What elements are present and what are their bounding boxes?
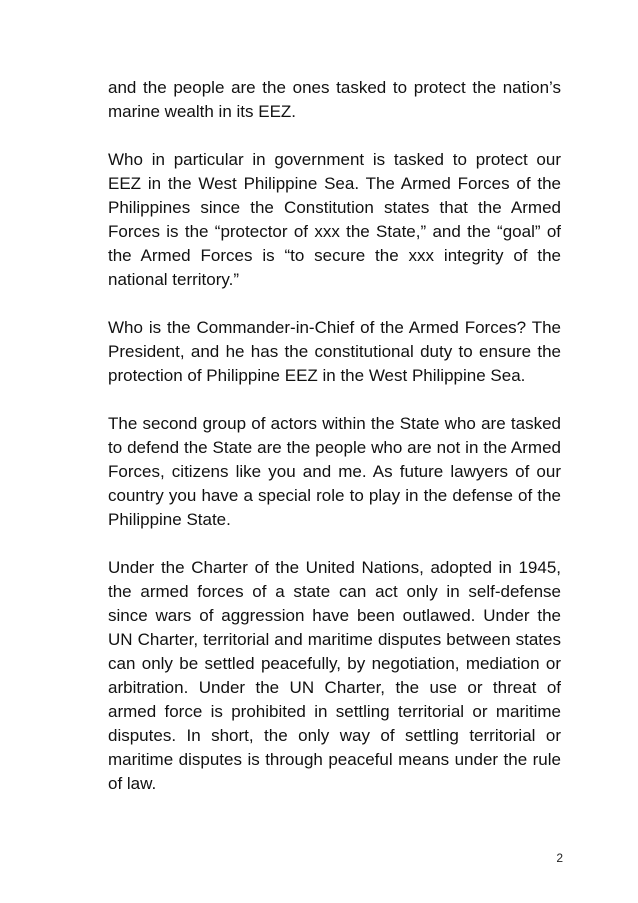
paragraph-1: and the people are the ones tasked to protect the nation’s marine wealth in its EEZ.	[108, 78, 561, 121]
paragraph-4: The second group of actors within the State who are tasked to defend the State are the people who are not in the Armed Forces, citizens like you and me. As future lawyers of our country you have a special role to play in the defense of the Philippine State.	[108, 414, 561, 529]
paragraph-2: Who in particular in government is tasked to protect our EEZ in the West Philippine Sea. The Armed Forces of the Philippines since the Constitution states that the Armed Forces is the “protector of xxx the State,” and the “goal” of the Armed Forces is “to secure the xxx integrity of the national territory.”	[108, 150, 561, 289]
page-number: 2	[556, 851, 563, 865]
paragraph-3: Who is the Commander-in-Chief of the Armed Forces? The President, and he has the constitutional duty to ensure the protection of Philippine EEZ in the West Philippine Sea.	[108, 318, 561, 385]
document-body	[108, 76, 561, 796]
paragraph-5: Under the Charter of the United Nations, adopted in 1945, the armed forces of a state can act only in self-defense since wars of aggression have been outlawed. Under the UN Charter, territorial and maritime disputes between states can only be settled peacefully, by negotiation, mediation or arbitration. Under the UN Charter, the use or threat of armed force is prohibited in settling territorial or maritime disputes. In short, the only way of settling territorial or maritime disputes is through peaceful means under the rule of law.	[108, 558, 561, 793]
